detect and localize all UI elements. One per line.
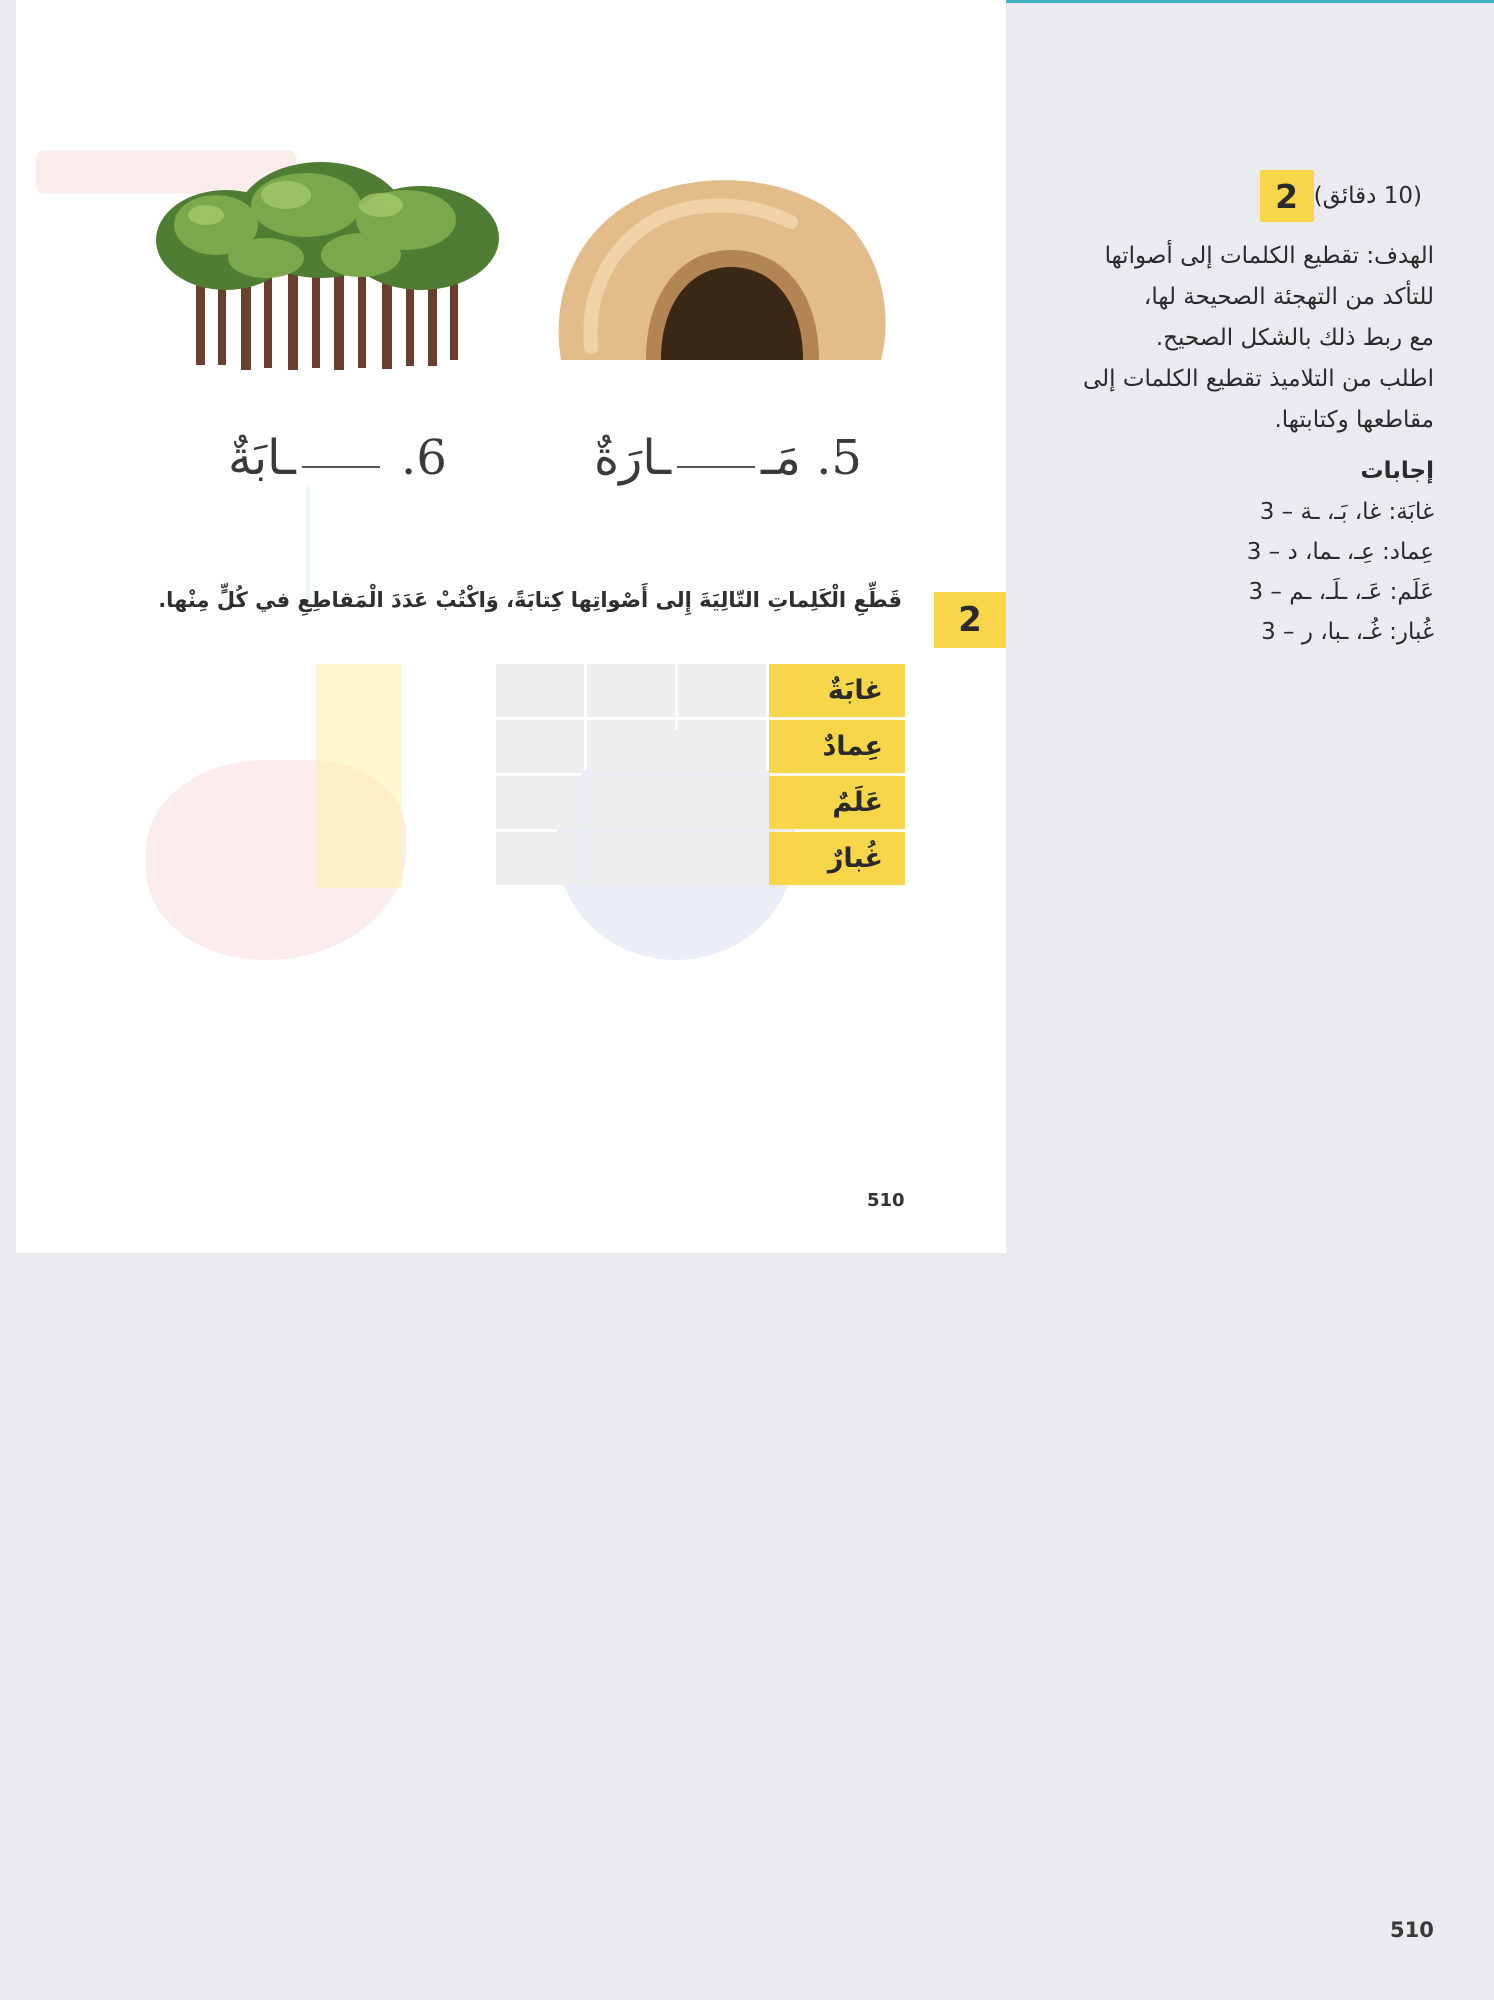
goal-line: مع ربط ذلك بالشكل الصحيح. — [1155, 325, 1434, 351]
answer-cell[interactable] — [587, 720, 675, 773]
table-row — [496, 664, 905, 717]
answer-cell[interactable] — [587, 832, 675, 885]
fill-blank[interactable] — [302, 466, 380, 468]
teacher-guide-body — [1030, 236, 1434, 652]
cave-illustration — [551, 172, 891, 372]
forest-trees-illustration — [156, 160, 506, 380]
answer-line: عَلَم: عَـ، ـلَـ، ـم – 3 — [1248, 579, 1434, 605]
table-row — [496, 832, 905, 885]
table-row — [496, 720, 905, 773]
page-number: 510 — [1390, 1918, 1434, 1942]
question-number-badge: 2 — [1260, 170, 1314, 222]
answers-title: إجابات — [1360, 458, 1434, 484]
answer-line: غابَة: غا، بَـ، ـة – 3 — [1259, 499, 1434, 525]
answer-cell[interactable] — [496, 832, 584, 885]
fill-blank[interactable] — [677, 466, 755, 468]
answer-cell[interactable] — [678, 720, 766, 773]
teacher-guide-header — [1260, 170, 1434, 222]
item-number: 5. — [816, 430, 862, 486]
answer-cell[interactable] — [496, 776, 584, 829]
word-cell: عِمادٌ — [769, 720, 905, 773]
answer-cell[interactable] — [587, 776, 675, 829]
top-accent-strip — [1005, 0, 1494, 3]
answer-cell[interactable] — [678, 664, 766, 717]
word-cell: غُبارٌ — [769, 832, 905, 885]
item-suffix: ـارَةٌ — [594, 430, 672, 486]
exercise-instruction: قَطِّعِ الْكَلِماتِ التّالِيَةَ إِلى أَصْواتِها كِتابَةً، وَاكْتُبْ عَدَدَ الْمَقاطِعِ في كُلٍّ مِنْها. — [158, 588, 902, 612]
exercise-item-6 — [228, 430, 447, 486]
word-cell: غابَةٌ — [769, 664, 905, 717]
answer-cell[interactable] — [678, 776, 766, 829]
bleed-through-line — [306, 485, 310, 605]
question-number-badge: 2 — [934, 592, 1006, 648]
answer-cell[interactable] — [496, 664, 584, 717]
item-prefix: مَـ — [761, 430, 801, 486]
answer-cell[interactable] — [678, 832, 766, 885]
exercise-item-5 — [594, 430, 862, 486]
item-suffix: ـابَةٌ — [228, 430, 296, 486]
word-cell: عَلَمٌ — [769, 776, 905, 829]
answer-line: عِماد: عِـ، ـما، د – 3 — [1246, 539, 1434, 565]
syllable-table — [496, 664, 905, 888]
answer-line: غُبار: غُـ، ـبا، ر – 3 — [1261, 619, 1434, 645]
answer-cell[interactable] — [587, 664, 675, 717]
goal-line: الهدف: تقطيع الكلمات إلى أصواتها — [1104, 243, 1434, 269]
student-page — [16, 0, 1006, 1253]
time-estimate: (10 دقائق) — [1313, 183, 1422, 209]
item-number: 6. — [401, 430, 447, 486]
student-page-number: 510 — [867, 1190, 905, 1211]
bleed-through-column — [316, 664, 402, 888]
table-row — [496, 776, 905, 829]
goal-line: اطلب من التلاميذ تقطيع الكلمات إلى — [1083, 366, 1434, 392]
goal-line: مقاطعها وكتابتها. — [1274, 407, 1434, 433]
goal-line: للتأكد من التهجئة الصحيحة لها، — [1143, 284, 1434, 310]
answer-cell[interactable] — [496, 720, 584, 773]
